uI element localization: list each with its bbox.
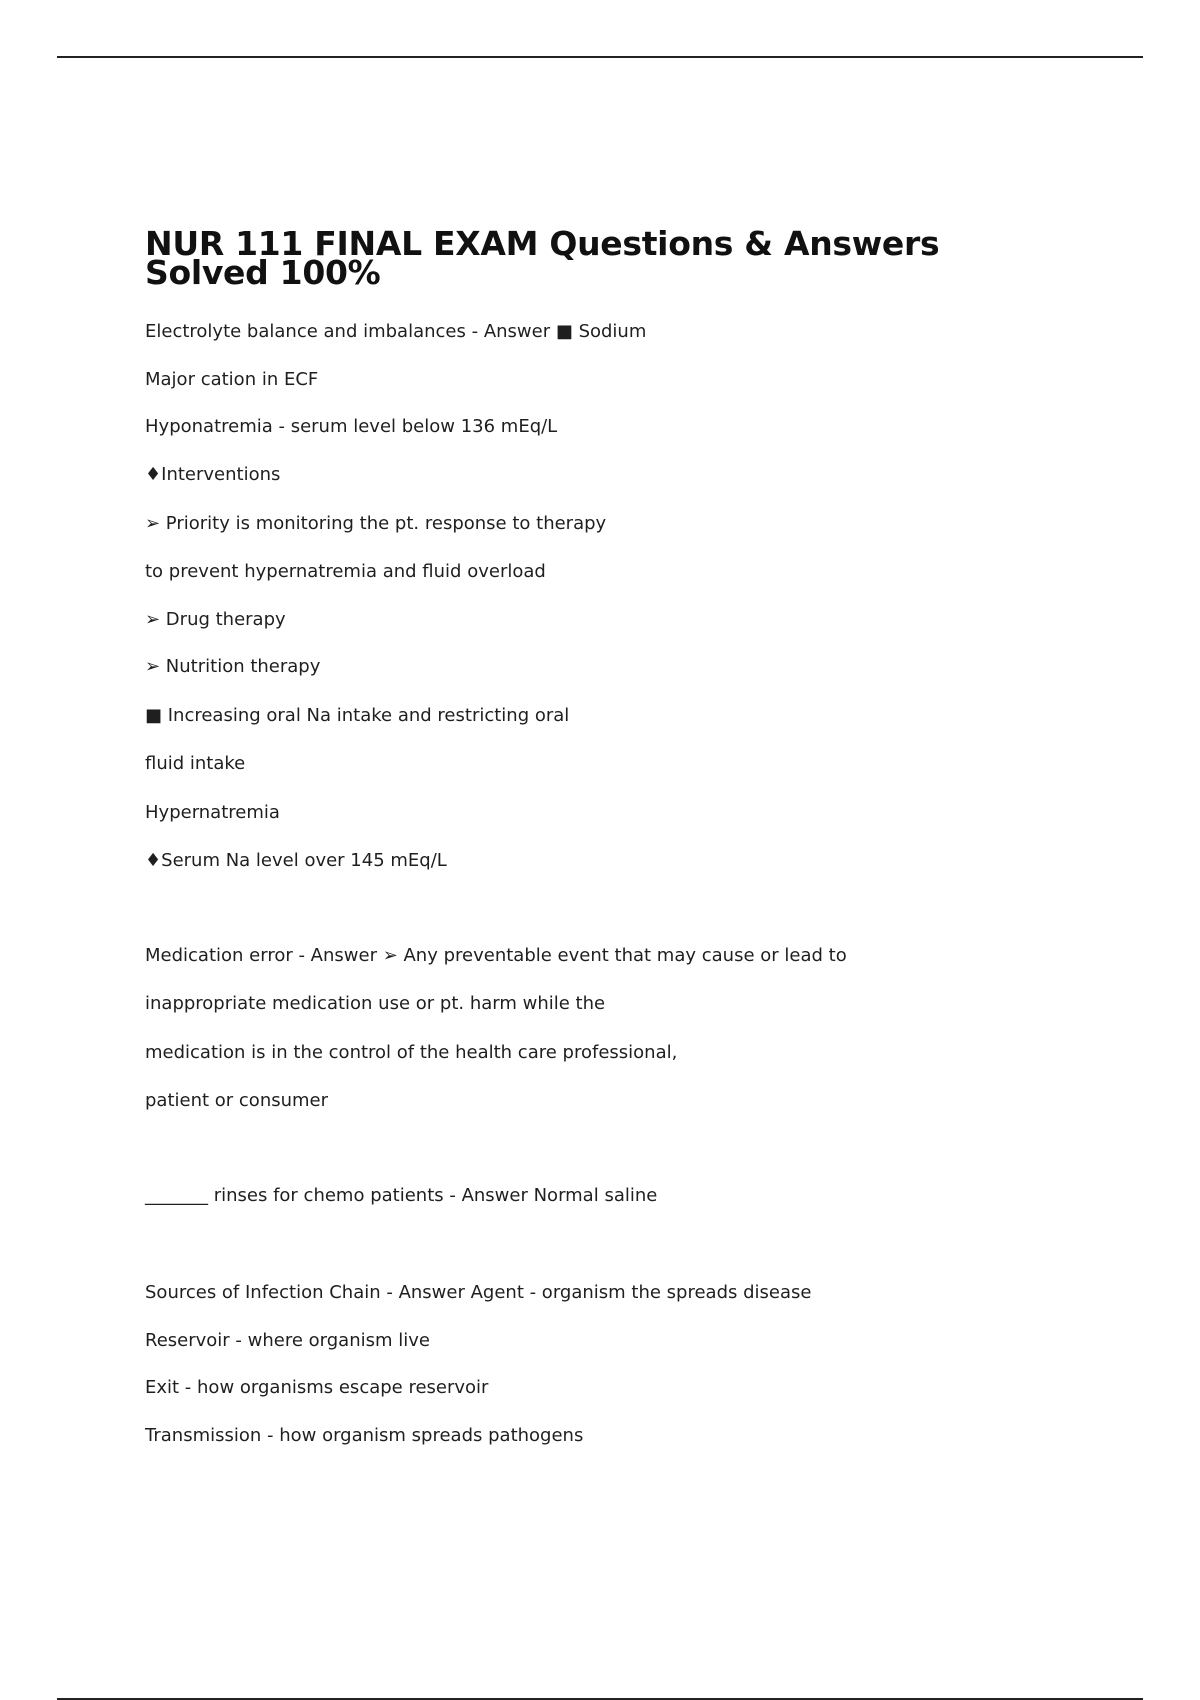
header-rule	[57, 56, 1143, 58]
text-line-infection-chain-answer: Sources of Infection Chain - Answer Agent - organism the spreads disease	[145, 1282, 812, 1303]
text-line: inappropriate medication use or pt. harm while the	[145, 993, 606, 1014]
document-title: NUR 111 FINAL EXAM Questions & Answers Solved 100%	[145, 224, 940, 292]
text-line: medication is in the control of the health care professional,	[145, 1042, 678, 1063]
text-line: Transmission - how organism spreads pathogens	[145, 1425, 584, 1446]
text-line: ➢ Drug therapy	[145, 609, 286, 630]
text-line: fluid intake	[145, 753, 246, 774]
text-line: Exit - how organisms escape reservoir	[145, 1377, 489, 1398]
text-line: Reservoir - where organism live	[145, 1330, 430, 1351]
text-line: patient or consumer	[145, 1090, 329, 1111]
text-line-electrolyte-answer: Electrolyte balance and imbalances - Answer ■ Sodium	[145, 321, 647, 342]
text-line: ➢ Priority is monitoring the pt. response to therapy	[145, 513, 607, 534]
text-line: Hyponatremia - serum level below 136 mEq/L	[145, 416, 558, 437]
text-line-medication-error-answer: Medication error - Answer ➢ Any preventable event that may cause or lead to	[145, 945, 847, 966]
text-line: ➢ Nutrition therapy	[145, 656, 321, 677]
text-line: ■ Increasing oral Na intake and restricting oral	[145, 705, 570, 726]
text-line: to prevent hypernatremia and fluid overload	[145, 561, 546, 582]
text-line: ♦Interventions	[145, 464, 281, 485]
text-line: Hypernatremia	[145, 802, 280, 823]
text-line: ♦Serum Na level over 145 mEq/L	[145, 850, 447, 871]
text-line: Major cation in ECF	[145, 369, 319, 390]
text-line-rinses-answer: _______ rinses for chemo patients - Answer Normal saline	[145, 1185, 658, 1206]
